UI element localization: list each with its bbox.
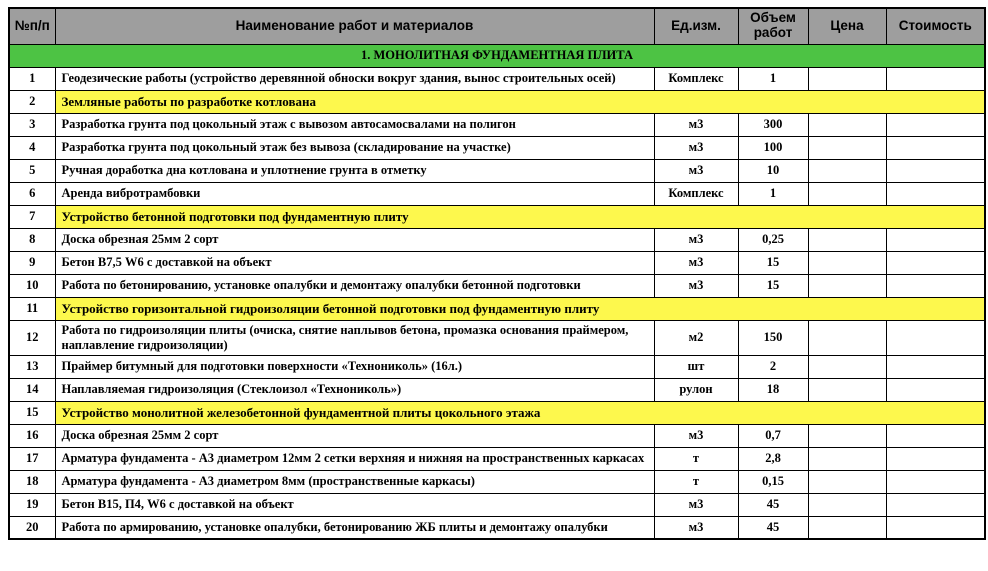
item-qty-cell: 100 — [738, 136, 808, 159]
item-price-cell — [808, 424, 886, 447]
section-title-cell: Земляные работы по разработке котлована — [55, 90, 985, 113]
section-row — [9, 401, 985, 424]
item-row — [9, 355, 985, 378]
item-qty-cell: 18 — [738, 378, 808, 401]
column-header-5: Цена — [808, 8, 886, 44]
item-price-cell — [808, 159, 886, 182]
row-number-cell: 16 — [9, 424, 55, 447]
section-banner-row — [9, 44, 985, 67]
item-name-cell: Разработка грунта под цокольный этаж без вывоза (складирование на участке) — [55, 136, 654, 159]
item-name-cell: Арматура фундамента - А3 диаметром 8мм (пространственные каркасы) — [55, 470, 654, 493]
item-unit-cell: м3 — [654, 159, 738, 182]
section-title-cell: Устройство монолитной железобетонной фундаментной плиты цокольного этажа — [55, 401, 985, 424]
row-number-cell: 11 — [9, 297, 55, 320]
item-qty-cell: 1 — [738, 67, 808, 90]
item-qty-cell: 300 — [738, 113, 808, 136]
item-row — [9, 493, 985, 516]
column-header-3: Ед.изм. — [654, 8, 738, 44]
item-unit-cell: м3 — [654, 228, 738, 251]
row-number-cell: 18 — [9, 470, 55, 493]
row-number-cell: 5 — [9, 159, 55, 182]
item-price-cell — [808, 320, 886, 355]
item-qty-cell: 45 — [738, 516, 808, 539]
item-row — [9, 320, 985, 355]
column-header-1: №п/п — [9, 8, 55, 44]
item-name-cell: Праймер битумный для подготовки поверхности «Технониколь» (16л.) — [55, 355, 654, 378]
item-unit-cell: м2 — [654, 320, 738, 355]
item-unit-cell: м3 — [654, 274, 738, 297]
item-unit-cell: Комплекс — [654, 182, 738, 205]
item-name-cell: Доска обрезная 25мм 2 сорт — [55, 424, 654, 447]
row-number-cell: 19 — [9, 493, 55, 516]
section-title-cell: Устройство бетонной подготовки под фундаментную плиту — [55, 205, 985, 228]
item-unit-cell: м3 — [654, 251, 738, 274]
item-cost-cell — [886, 516, 985, 539]
item-cost-cell — [886, 424, 985, 447]
item-name-cell: Разработка грунта под цокольный этаж с вывозом автосамосвалами на полигон — [55, 113, 654, 136]
row-number-cell: 10 — [9, 274, 55, 297]
item-cost-cell — [886, 378, 985, 401]
item-price-cell — [808, 470, 886, 493]
section-row — [9, 297, 985, 320]
item-cost-cell — [886, 355, 985, 378]
item-qty-cell: 10 — [738, 159, 808, 182]
item-price-cell — [808, 182, 886, 205]
item-name-cell: Бетон В15, П4, W6 с доставкой на объект — [55, 493, 654, 516]
item-cost-cell — [886, 159, 985, 182]
item-name-cell: Работа по гидроизоляции плиты (очиска, снятие наплывов бетона, промазка основания праймером, наплавление гидроизоляции) — [55, 320, 654, 355]
item-price-cell — [808, 251, 886, 274]
item-unit-cell: м3 — [654, 493, 738, 516]
column-header-6: Стоимость — [886, 8, 985, 44]
item-row — [9, 159, 985, 182]
item-row — [9, 447, 985, 470]
item-row — [9, 470, 985, 493]
item-name-cell: Работа по бетонированию, установке опалубки и демонтажу опалубки бетонной подготовки — [55, 274, 654, 297]
item-name-cell: Работа по армированию, установке опалубки, бетонированию ЖБ плиты и демонтажу опалубки — [55, 516, 654, 539]
item-unit-cell: рулон — [654, 378, 738, 401]
row-number-cell: 9 — [9, 251, 55, 274]
row-number-cell: 14 — [9, 378, 55, 401]
item-unit-cell: т — [654, 447, 738, 470]
row-number-cell: 13 — [9, 355, 55, 378]
row-number-cell: 8 — [9, 228, 55, 251]
item-unit-cell: шт — [654, 355, 738, 378]
item-qty-cell: 0,15 — [738, 470, 808, 493]
item-qty-cell: 15 — [738, 274, 808, 297]
item-price-cell — [808, 447, 886, 470]
item-unit-cell: т — [654, 470, 738, 493]
item-price-cell — [808, 493, 886, 516]
header-row — [9, 8, 985, 44]
row-number-cell: 12 — [9, 320, 55, 355]
item-unit-cell: м3 — [654, 516, 738, 539]
item-name-cell: Доска обрезная 25мм 2 сорт — [55, 228, 654, 251]
item-unit-cell: м3 — [654, 424, 738, 447]
section-row — [9, 90, 985, 113]
item-price-cell — [808, 274, 886, 297]
section-title-cell: Устройство горизонтальной гидроизоляции бетонной подготовки под фундаментную плиту — [55, 297, 985, 320]
item-qty-cell: 15 — [738, 251, 808, 274]
item-cost-cell — [886, 182, 985, 205]
item-qty-cell: 2,8 — [738, 447, 808, 470]
item-cost-cell — [886, 251, 985, 274]
item-price-cell — [808, 136, 886, 159]
item-qty-cell: 0,7 — [738, 424, 808, 447]
estimate-table — [8, 7, 986, 540]
item-qty-cell: 45 — [738, 493, 808, 516]
row-number-cell: 7 — [9, 205, 55, 228]
item-row — [9, 516, 985, 539]
item-row — [9, 274, 985, 297]
item-row — [9, 182, 985, 205]
item-qty-cell: 150 — [738, 320, 808, 355]
item-cost-cell — [886, 274, 985, 297]
section-banner-title: 1. МОНОЛИТНАЯ ФУНДАМЕНТНАЯ ПЛИТА — [9, 44, 985, 67]
row-number-cell: 15 — [9, 401, 55, 424]
row-number-cell: 1 — [9, 67, 55, 90]
row-number-cell: 20 — [9, 516, 55, 539]
row-number-cell: 17 — [9, 447, 55, 470]
item-cost-cell — [886, 493, 985, 516]
item-cost-cell — [886, 67, 985, 90]
item-cost-cell — [886, 113, 985, 136]
item-name-cell: Арматура фундамента - А3 диаметром 12мм 2 сетки верхняя и нижняя на пространственных каркасах — [55, 447, 654, 470]
item-price-cell — [808, 67, 886, 90]
item-name-cell: Аренда вибротрамбовки — [55, 182, 654, 205]
item-name-cell: Геодезические работы (устройство деревянной обноски вокруг здания, вынос строительных осей) — [55, 67, 654, 90]
row-number-cell: 3 — [9, 113, 55, 136]
item-cost-cell — [886, 447, 985, 470]
item-cost-cell — [886, 136, 985, 159]
item-cost-cell — [886, 320, 985, 355]
item-price-cell — [808, 113, 886, 136]
item-price-cell — [808, 355, 886, 378]
item-row — [9, 136, 985, 159]
column-header-4: Объем работ — [738, 8, 808, 44]
item-qty-cell: 2 — [738, 355, 808, 378]
item-row — [9, 67, 985, 90]
item-unit-cell: м3 — [654, 136, 738, 159]
item-name-cell: Бетон В7,5 W6 с доставкой на объект — [55, 251, 654, 274]
item-unit-cell: м3 — [654, 113, 738, 136]
item-name-cell: Наплавляемая гидроизоляция (Стеклоизол «Технониколь») — [55, 378, 654, 401]
item-price-cell — [808, 378, 886, 401]
item-cost-cell — [886, 228, 985, 251]
row-number-cell: 6 — [9, 182, 55, 205]
column-header-2: Наименование работ и материалов — [55, 8, 654, 44]
item-row — [9, 378, 985, 401]
item-unit-cell: Комплекс — [654, 67, 738, 90]
item-qty-cell: 0,25 — [738, 228, 808, 251]
item-row — [9, 113, 985, 136]
item-row — [9, 251, 985, 274]
item-name-cell: Ручная доработка дна котлована и уплотнение грунта в отметку — [55, 159, 654, 182]
item-row — [9, 228, 985, 251]
item-row — [9, 424, 985, 447]
item-cost-cell — [886, 470, 985, 493]
row-number-cell: 4 — [9, 136, 55, 159]
section-row — [9, 205, 985, 228]
row-number-cell: 2 — [9, 90, 55, 113]
item-price-cell — [808, 516, 886, 539]
item-price-cell — [808, 228, 886, 251]
item-qty-cell: 1 — [738, 182, 808, 205]
